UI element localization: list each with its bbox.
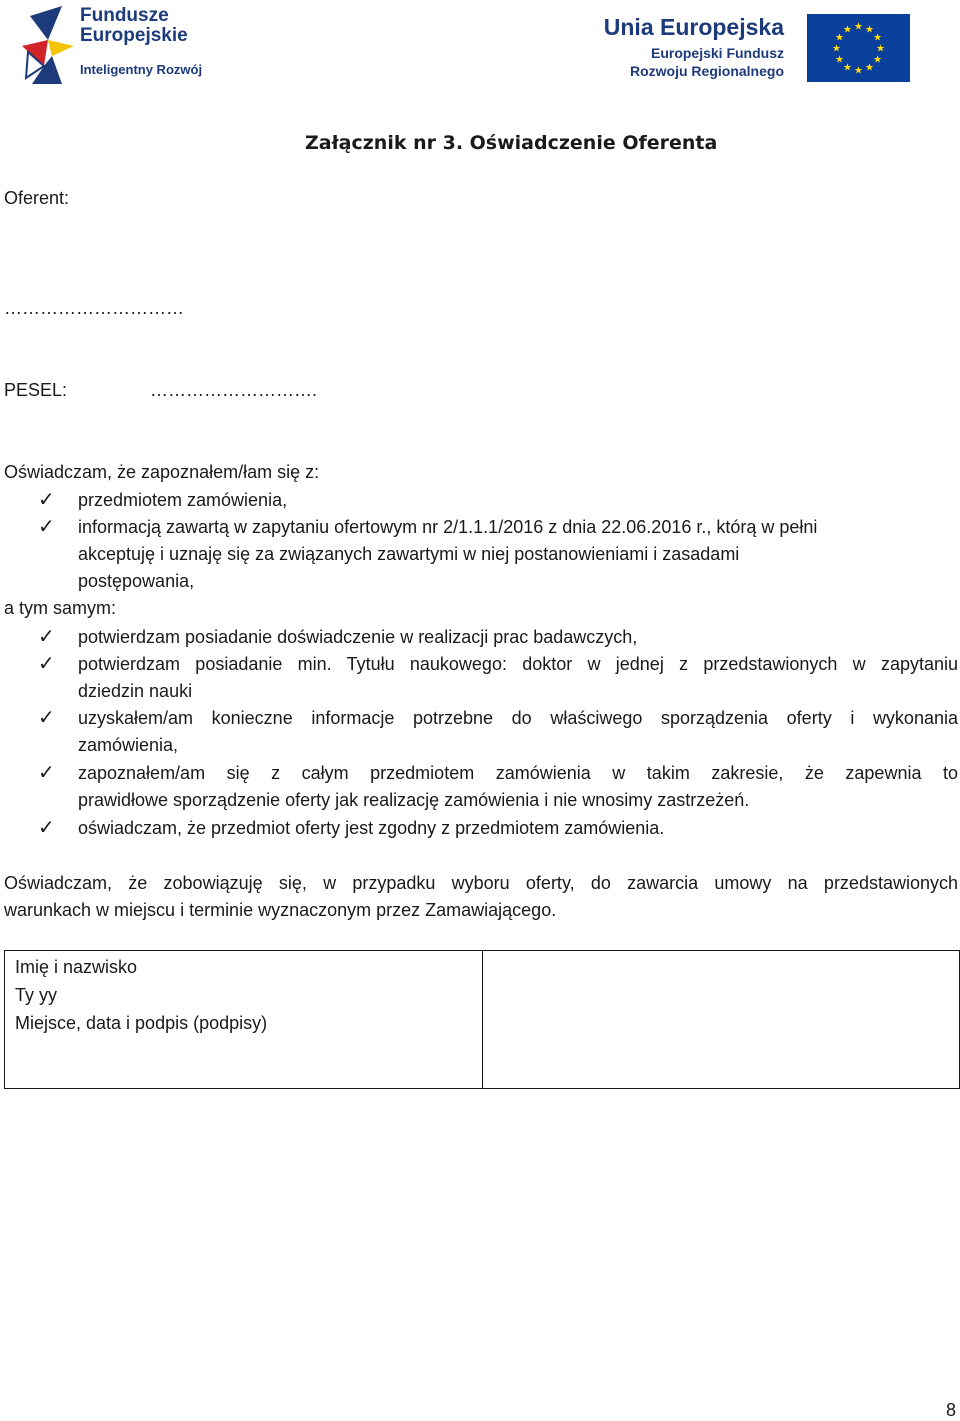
eu-star-icon: ★ (854, 65, 863, 77)
ue-logo-subtitle (630, 44, 784, 80)
checkmark-icon: ✓ (38, 653, 55, 675)
checkmark-icon: ✓ (38, 817, 55, 839)
signature-labels-cell (5, 951, 483, 1089)
signature-field[interactable] (483, 951, 960, 1089)
eu-star-icon: ★ (873, 32, 883, 44)
fe-logo-line1: Fundusze (80, 5, 169, 26)
list-item-line: prawidłowe sporządzenie oferty jak realizację zamówienia i nie wnosimy zastrzeżeń. (78, 790, 750, 810)
checkmark-icon: ✓ (38, 707, 55, 729)
eu-star-icon: ★ (865, 24, 874, 36)
oferent-label: Oferent: (4, 188, 70, 208)
closing-paragraph (4, 870, 958, 924)
list-item (78, 815, 958, 842)
list-item (78, 705, 958, 759)
ue-logo-line1: Europejski Fundusz (650, 45, 784, 61)
intro-text: Oświadczam, że zapoznałem/łam się z: (4, 462, 320, 482)
list-item-line: postępowania, (78, 571, 195, 591)
list-item-line: przedmiotem zamówienia, (78, 490, 288, 510)
signature-table (4, 950, 960, 1089)
pesel-value: ………………………. (150, 380, 318, 400)
oferent-value: ………………………… (4, 298, 184, 318)
list-item-line: informacją zawartą w zapytaniu ofertowym nr 2/1.1.1/2016 z dnia 22.06.2016 r., którą w pełni (78, 517, 818, 537)
page-number: 8 (945, 1400, 956, 1420)
eu-star-icon: ★ (843, 24, 852, 36)
ue-logo-line2: Rozwoju Regionalnego (630, 63, 784, 79)
list-item-line: zapoznałem/am się z całym przedmiotem zamówienia w takim zakresie, że zapewnia to (78, 763, 958, 783)
fe-logo-line2: Europejskie (80, 25, 188, 46)
document-title: Załącznik nr 3. Oświadczenie Oferenta (305, 132, 718, 154)
name-label: Imię i nazwisko (15, 957, 138, 977)
list-item (78, 487, 958, 514)
list-item (78, 760, 958, 814)
unia-europejska-logo (600, 10, 910, 85)
list-item-line: akceptuję i uznaję się za związanych zawartymi w niej postanowieniami i zasadami (78, 544, 740, 564)
checkmark-icon: ✓ (38, 489, 55, 511)
pesel-label: PESEL: (4, 380, 68, 400)
fe-star-icon (22, 6, 78, 86)
list-item (78, 514, 958, 595)
list-item (78, 624, 958, 651)
eu-star-icon: ★ (876, 43, 885, 55)
fe-logo-title (80, 6, 188, 46)
eu-star-icon: ★ (834, 54, 844, 66)
list-item-line: potwierdzam posiadanie min. Tytułu naukowego: doktor w jednej z przedstawionych w zapytaniu (78, 654, 958, 674)
fundusze-europejskie-logo (22, 6, 222, 86)
list-item-line: oświadczam, że przedmiot oferty jest zgodny z przedmiotem zamówienia. (78, 818, 665, 838)
eu-star-icon: ★ (865, 62, 874, 74)
eu-flag-icon (807, 14, 910, 82)
checkmark-icon: ✓ (38, 762, 55, 784)
mid-text: a tym samym: (4, 598, 117, 618)
closing-line: Oświadczam, że zobowiązuję się, w przypadku wyboru oferty, do zawarcia umowy na przedstawionych (4, 873, 958, 893)
eu-star-icon: ★ (873, 54, 883, 66)
closing-line: warunkach w miejscu i terminie wyznaczonym przez Zamawiającego. (4, 900, 557, 920)
eu-star-icon: ★ (843, 62, 852, 74)
list-item-line: dziedzin nauki (78, 681, 193, 701)
list-item-line: uzyskałem/am konieczne informacje potrzebne do właściwego sporządzenia oferty i wykonania (78, 708, 958, 728)
eu-star-icon: ★ (854, 21, 863, 33)
list-item-line: potwierdzam posiadanie doświadczenie w realizacji prac badawczych, (78, 627, 638, 647)
eu-star-icon: ★ (834, 32, 844, 44)
ue-logo-title: Unia Europejska (603, 14, 784, 40)
fe-logo-line3: Inteligentny Rozwój (80, 62, 203, 77)
place-date-signature-label: Miejsce, data i podpis (podpisy) (15, 1013, 268, 1033)
checkmark-icon: ✓ (38, 516, 55, 538)
name-value: Ty yy (15, 985, 58, 1005)
eu-star-icon: ★ (832, 43, 841, 55)
checkmark-icon: ✓ (38, 626, 55, 648)
list-item-line: zamówienia, (78, 735, 179, 755)
list-item (78, 651, 958, 705)
